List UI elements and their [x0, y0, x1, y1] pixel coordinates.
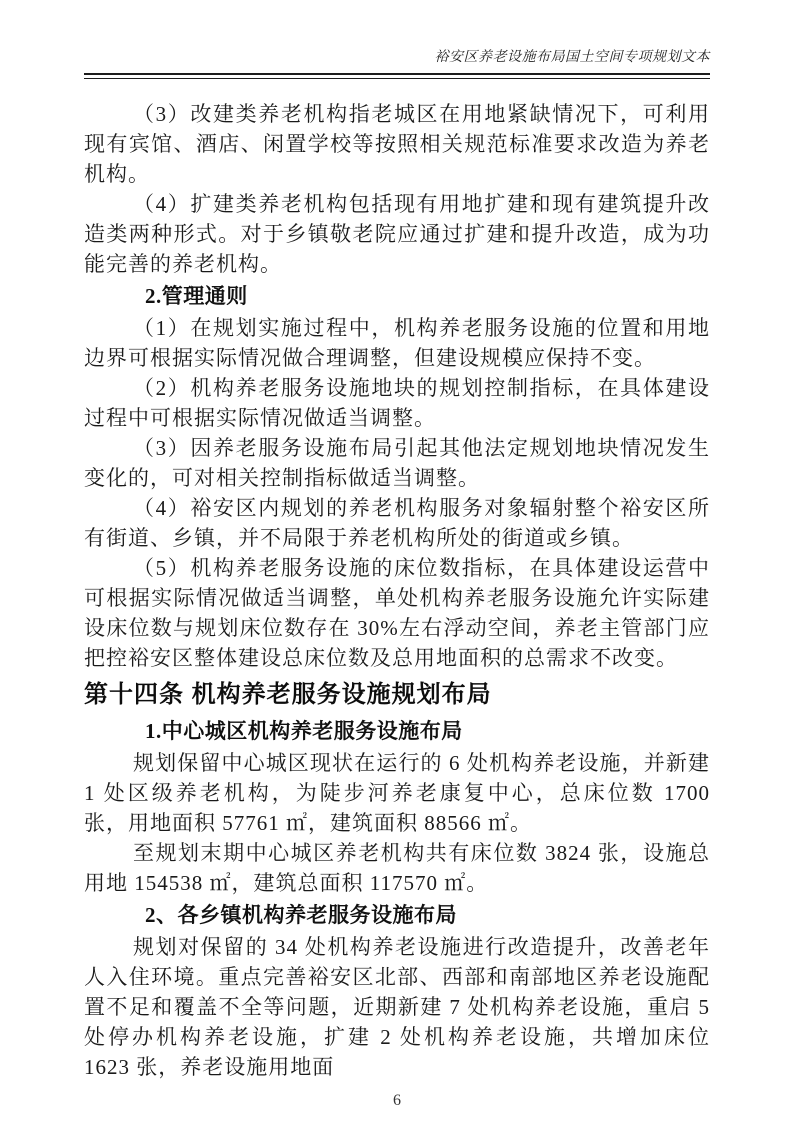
- heading-management-rules: 2.管理通则: [145, 284, 248, 308]
- paragraph-rebuild-type: （3）改建类养老机构指老城区在用地紧缺情况下，可利用现有宾馆、酒店、闲置学校等按照相关规范标准要求改造为养老机构。: [84, 102, 710, 186]
- paragraph-mgmt-rule-2: （2）机构养老服务设施地块的规划控制指标，在具体建设过程中可根据实际情况做适当调整。: [84, 376, 710, 430]
- header-divider: [84, 73, 710, 79]
- paragraph-mgmt-rule-1: （1）在规划实施过程中，机构养老服务设施的位置和用地边界可根据实际情况做合理调整，但建设规模应保持不变。: [84, 316, 710, 370]
- header-title: 裕安区养老设施布局国土空间专项规划文本: [434, 50, 710, 65]
- heading-township-layout: 2、各乡镇机构养老服务设施布局: [145, 903, 457, 927]
- document-body: [84, 99, 710, 1082]
- paragraph-mgmt-rule-5: （5）机构养老服务设施的床位数指标，在具体建设运营中可根据实际情况做适当调整，单处机构养老服务设施允许实际建设床位数与规划床位数存在 30%左右浮动空间，养老主管部门应把控裕安区整体建设总床位数及总用地面积的总需求不改变。: [84, 556, 710, 670]
- page-number: 6: [393, 1092, 401, 1109]
- paragraph-expand-type: （4）扩建类养老机构包括现有用地扩建和现有建筑提升改造类两种形式。对于乡镇敬老院应通过扩建和提升改造，成为功能完善的养老机构。: [84, 192, 710, 276]
- paragraph-mgmt-rule-4: （4）裕安区内规划的养老机构服务对象辐射整个裕安区所有街道、乡镇，并不局限于养老机构所处的街道或乡镇。: [84, 496, 710, 550]
- heading-central-city-layout: 1.中心城区机构养老服务设施布局: [145, 719, 463, 743]
- heading-article-14: 第十四条 机构养老服务设施规划布局: [84, 681, 492, 708]
- paragraph-central-city-2: 至规划末期中心城区养老机构共有床位数 3824 张，设施总用地 154538 ㎡，建筑总面积 117570 ㎡。: [84, 841, 710, 895]
- paragraph-central-city-1: 规划保留中心城区现状在运行的 6 处机构养老设施，并新建 1 处区级养老机构，为陡步河养老康复中心，总床位数 1700 张，用地面积 57761 ㎡，建筑面积 88566 ㎡。: [84, 751, 710, 835]
- page-header: [84, 48, 710, 79]
- page-footer: [84, 1092, 710, 1110]
- paragraph-township-1: 规划对保留的 34 处机构养老设施进行改造提升，改善老年人入住环境。重点完善裕安区北部、西部和南部地区养老设施配置不足和覆盖不全等问题，近期新建 7 处机构养老设施，重启 5 处停办机构养老设施，扩建 2 处机构养老设施，共增加床位 1623 张，养老设施用地面: [84, 935, 710, 1079]
- paragraph-mgmt-rule-3: （3）因养老服务设施布局引起其他法定规划地块情况发生变化的，可对相关控制指标做适当调整。: [84, 436, 710, 490]
